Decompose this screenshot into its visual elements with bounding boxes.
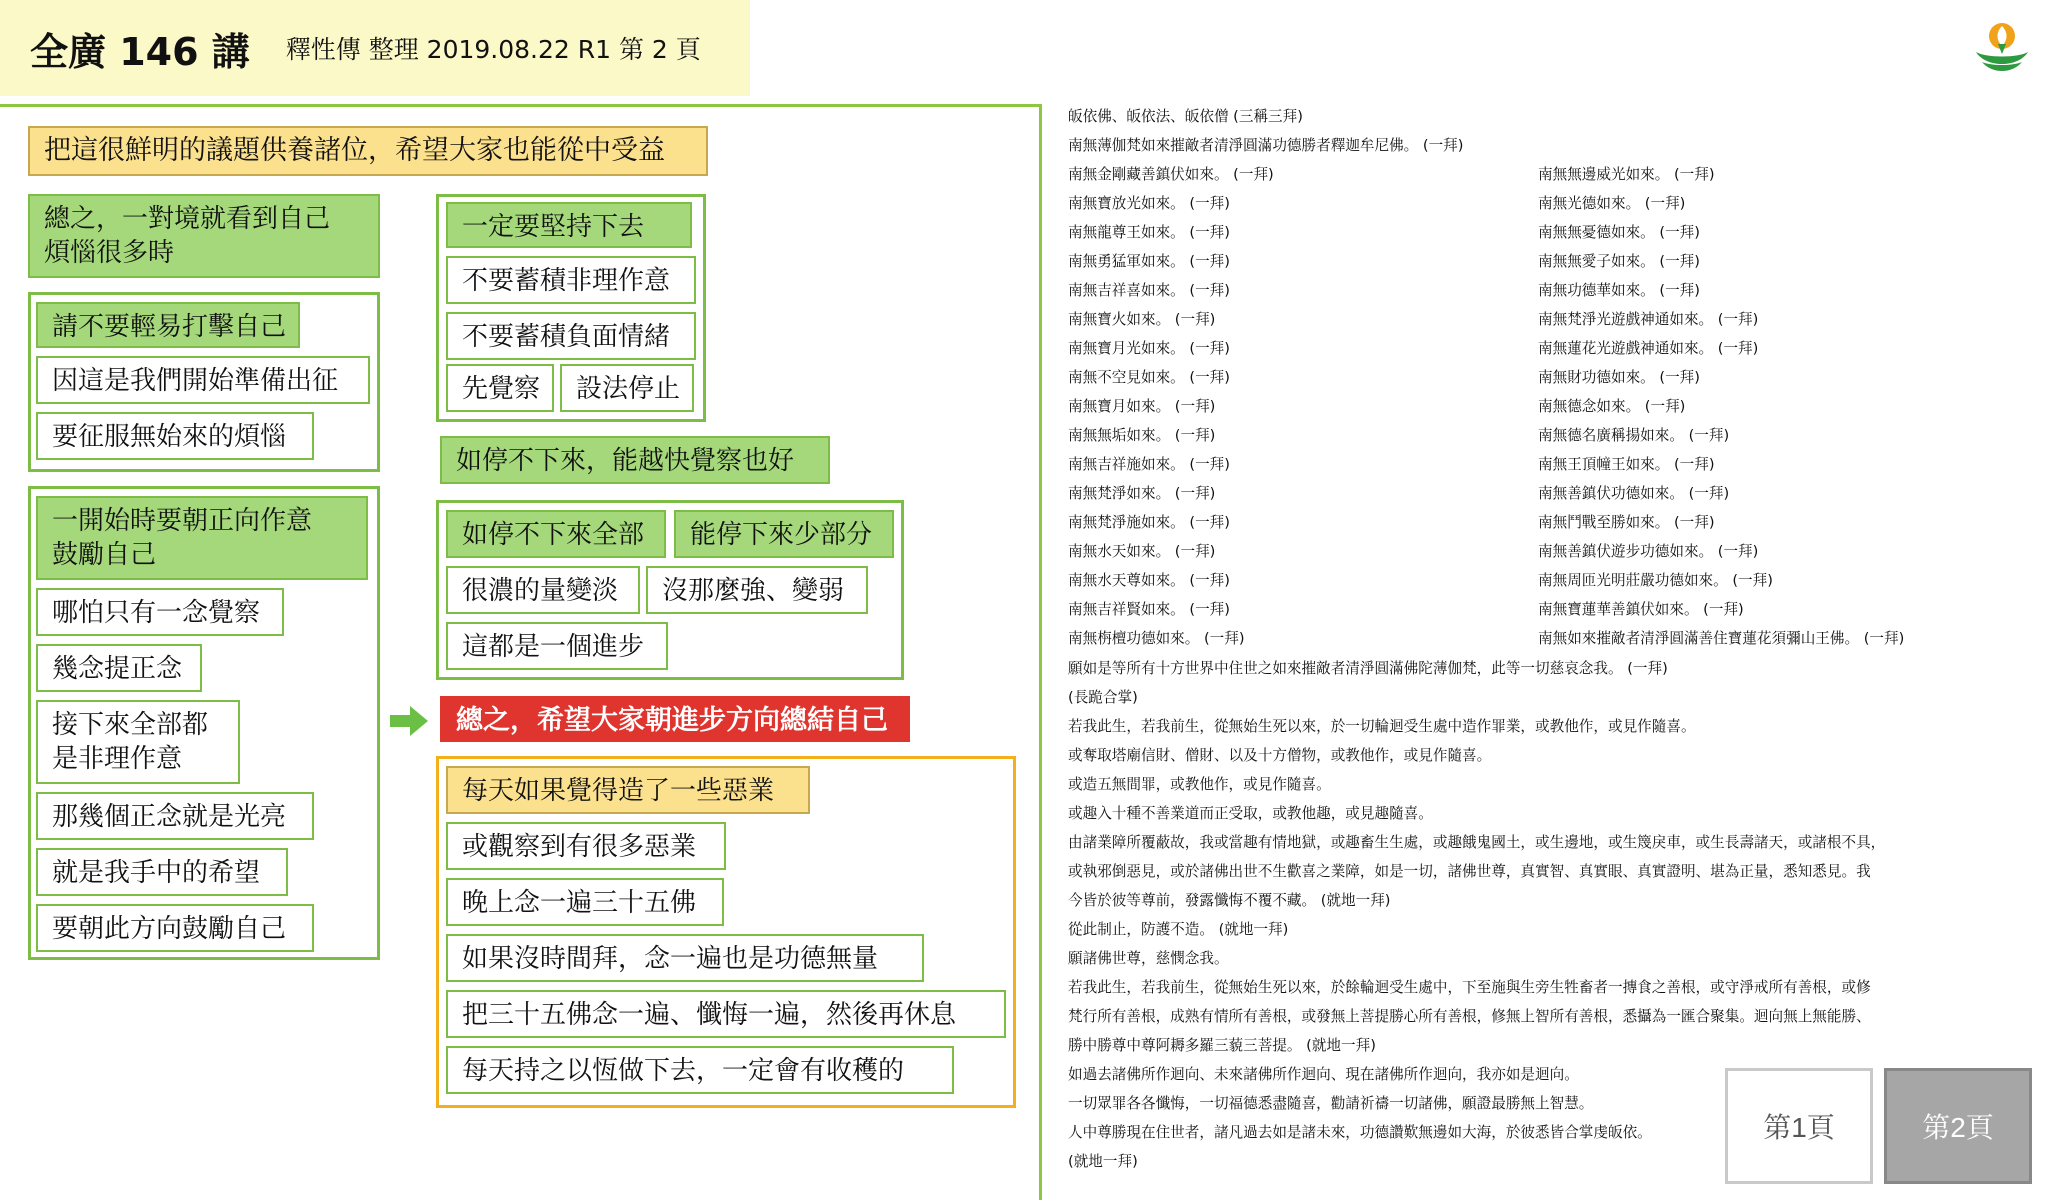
group2-pair-line-2: 是非理作意 xyxy=(52,744,183,774)
persist-item: 設法停止 xyxy=(560,364,694,412)
buddha-name: 南無寶月光如來。 (一拜) xyxy=(1068,340,1230,357)
stop-item: 這都是一個進步 xyxy=(446,622,668,670)
group2-item: 幾念提正念 xyxy=(36,644,202,692)
buddha-name: 南無無垢如來。 (一拜) xyxy=(1068,427,1216,444)
stop-item: 沒那麼強、變弱 xyxy=(646,566,868,614)
buddha-name: 南無如來摧敵者清淨圓滿善住寶蓮花須彌山王佛。 (一拜) xyxy=(1538,630,1905,647)
buddha-name: 南無寶火如來。 (一拜) xyxy=(1068,311,1216,328)
prayer-line: (長跪合掌) xyxy=(1068,689,1138,706)
daily-head: 每天如果覺得造了一些惡業 xyxy=(446,766,810,814)
page-title: 全廣 146 講 xyxy=(30,29,250,74)
prayer-line: 南無薄伽梵如來摧敵者清淨圓滿功德勝者釋迦牟尼佛。 (一拜) xyxy=(1068,137,1464,154)
prayer-line: 梵行所有善根，成熟有情所有善根，或發無上菩提勝心所有善根，修無上智所有善根，悉攝為一匯合聚集。迴向無上無能勝、 xyxy=(1068,1008,1871,1025)
buddha-name: 南無吉祥施如來。 (一拜) xyxy=(1068,456,1230,473)
group2-head-line-2: 鼓勵自己 xyxy=(52,540,157,570)
prayer-line: 人中尊勝現在住世者，諸凡過去如是諸未來，功德讚歎無邊如大海，於彼悉皆合掌虔皈依。 xyxy=(1068,1124,1652,1141)
prayer-line: 或造五無間罪，或教他作，或見作隨喜。 xyxy=(1068,776,1331,793)
stop-head: 能停下來少部分 xyxy=(674,510,894,558)
daily-item: 每天持之以恆做下去，一定會有收穫的 xyxy=(446,1046,954,1094)
buddha-name: 南無蓮花光遊戲神通如來。 (一拜) xyxy=(1538,340,1759,357)
prayer-line: (就地一拜) xyxy=(1068,1153,1138,1170)
buddha-name: 南無水天如來。 (一拜) xyxy=(1068,543,1216,560)
buddha-name: 南無勇猛軍如來。 (一拜) xyxy=(1068,253,1230,270)
stop-head: 如停不下來全部 xyxy=(446,510,666,558)
buddha-name: 南無水天尊如來。 (一拜) xyxy=(1068,572,1230,589)
prayer-line: 願諸佛世尊，慈憫念我。 xyxy=(1068,950,1229,967)
prayer-line: 皈依佛、皈依法、皈依僧 (三稱三拜) xyxy=(1068,108,1303,125)
prayer-line: 或執邪倒惡見，或於諸佛出世不生歡喜之業障，如是一切，諸佛世尊，真實智、真實眼、真實證明、堪為正量，悉知悉見。我 xyxy=(1068,863,1871,880)
buddha-name: 南無財功德如來。 (一拜) xyxy=(1538,369,1700,386)
group2-item: 要朝此方向鼓勵自己 xyxy=(36,904,314,952)
prayer-line: 今皆於彼等尊前，發露懺悔不覆不藏。 (就地一拜) xyxy=(1068,892,1391,909)
top-banner: 把這很鮮明的議題供養諸位，希望大家也能從中受益 xyxy=(28,126,708,176)
stop-fast-box: 如停不下來，能越快覺察也好 xyxy=(440,436,830,484)
buddha-name: 南無寶蓮華善鎮伏如來。 (一拜) xyxy=(1538,601,1744,618)
buddha-name: 南無功德華如來。 (一拜) xyxy=(1538,282,1700,299)
buddha-name: 南無無愛子如來。 (一拜) xyxy=(1538,253,1700,270)
buddha-name: 南無王頂幢王如來。 (一拜) xyxy=(1538,456,1715,473)
buddha-name: 南無周匝光明莊嚴功德如來。 (一拜) xyxy=(1538,572,1773,589)
group1-head: 請不要輕易打擊自己 xyxy=(36,302,300,348)
group2-head-line-1: 一開始時要朝正向作意 xyxy=(52,506,313,536)
group2-pair-line-1: 接下來全部都 xyxy=(52,710,209,740)
persist-item: 不要蓄積非理作意 xyxy=(446,256,696,304)
buddha-name: 南無善鎮伏遊步功德如來。 (一拜) xyxy=(1538,543,1759,560)
conclusion-banner: 總之，希望大家朝進步方向總結自己 xyxy=(440,696,910,742)
header-bar xyxy=(0,0,750,96)
persist-item: 先覺察 xyxy=(446,364,554,412)
group1-item: 因這是我們開始準備出征 xyxy=(36,356,370,404)
daily-item: 把三十五佛念一遍、懺悔一遍，然後再休息 xyxy=(446,990,1006,1038)
group2-pair xyxy=(36,700,240,784)
buddha-name: 南無栴檀功德如來。 (一拜) xyxy=(1068,630,1245,647)
daily-item: 或觀察到有很多惡業 xyxy=(446,822,726,870)
page-subtitle: 釋性傳 整理 2019.08.22 R1 第 2 頁 xyxy=(285,35,701,64)
group1-item: 要征服無始來的煩惱 xyxy=(36,412,314,460)
buddha-name: 南無不空見如來。 (一拜) xyxy=(1068,369,1230,386)
prayer-line: 若我此生，若我前生，從無始生死以來，於一切輪迴受生處中造作罪業，或教他作，或見作隨喜。 xyxy=(1068,718,1696,735)
buddha-name: 南無德念如來。 (一拜) xyxy=(1538,398,1686,415)
daily-item: 晚上念一遍三十五佛 xyxy=(446,878,724,926)
summary-box xyxy=(28,194,380,278)
buddha-name: 南無寶放光如來。 (一拜) xyxy=(1068,195,1230,212)
buddha-name: 南無鬥戰至勝如來。 (一拜) xyxy=(1538,514,1715,531)
buddha-name: 南無寶月如來。 (一拜) xyxy=(1068,398,1216,415)
prayer-line: 或趣入十種不善業道而正受取，或教他趣，或見趣隨喜。 xyxy=(1068,805,1433,822)
page-2-button[interactable]: 第2頁 xyxy=(1884,1068,2032,1184)
buddha-name: 南無梵淨施如來。 (一拜) xyxy=(1068,514,1230,531)
group2-item: 就是我手中的希望 xyxy=(36,848,288,896)
stop-item: 很濃的量變淡 xyxy=(446,566,640,614)
lotus-logo-icon xyxy=(1970,18,2034,80)
group2-item: 哪怕只有一念覺察 xyxy=(36,588,284,636)
prayer-line: 由諸業障所覆蔽故，我或當趣有情地獄，或趣畜生生處，或趣餓鬼國土，或生邊地，或生篾戾車，或生長壽諸天，或諸根不具， xyxy=(1068,834,1886,851)
buddha-name: 南無梵淨光遊戲神通如來。 (一拜) xyxy=(1538,311,1759,328)
prayer-line: 或奪取塔廟信財、僧財、以及十方僧物，或教他作，或見作隨喜。 xyxy=(1068,747,1492,764)
right-arrow-icon xyxy=(390,706,428,736)
buddha-name: 南無德名廣稱揚如來。 (一拜) xyxy=(1538,427,1730,444)
page-1-button[interactable]: 第1頁 xyxy=(1725,1068,1873,1184)
group2-head xyxy=(36,496,368,580)
prayer-line: 如過去諸佛所作迴向、未來諸佛所作迴向、現在諸佛所作迴向，我亦如是迴向。 xyxy=(1068,1066,1579,1083)
buddha-name: 南無龍尊王如來。 (一拜) xyxy=(1068,224,1230,241)
buddha-name: 南無金剛藏善鎮伏如來。 (一拜) xyxy=(1068,166,1274,183)
buddha-name: 南無吉祥賢如來。 (一拜) xyxy=(1068,601,1230,618)
buddha-name: 南無梵淨如來。 (一拜) xyxy=(1068,485,1216,502)
buddha-name: 南無光德如來。 (一拜) xyxy=(1538,195,1686,212)
prayer-text-panel xyxy=(1068,106,2008,1176)
prayer-line: 若我此生，若我前生，從無始生死以來，於餘輪迴受生處中，下至施與生旁生牲畜者一摶食之善根，或守淨戒所有善根，或修 xyxy=(1068,979,1871,996)
prayer-line: 從此制止，防護不造。 (就地一拜) xyxy=(1068,921,1289,938)
persist-item: 不要蓄積負面情緒 xyxy=(446,312,696,360)
prayer-line: 願如是等所有十方世界中住世之如來摧敵者清淨圓滿佛陀薄伽梵，此等一切慈哀念我。 (一拜) xyxy=(1068,660,1668,677)
summary-line-1: 總之，一對境就看到自己 xyxy=(44,204,331,234)
buddha-name: 南無無邊威光如來。 (一拜) xyxy=(1538,166,1715,183)
daily-item: 如果沒時間拜，念一遍也是功德無量 xyxy=(446,934,924,982)
prayer-line: 勝中勝尊中尊阿耨多羅三藐三菩提。 (就地一拜) xyxy=(1068,1037,1376,1054)
persist-head: 一定要堅持下去 xyxy=(446,202,692,248)
summary-line-2: 煩惱很多時 xyxy=(44,238,175,268)
buddha-name: 南無無憂德如來。 (一拜) xyxy=(1538,224,1700,241)
prayer-line: 一切眾罪各各懺悔，一切福德悉盡隨喜，勸請祈禱一切諸佛，願證最勝無上智慧。 xyxy=(1068,1095,1594,1112)
buddha-name: 南無吉祥喜如來。 (一拜) xyxy=(1068,282,1230,299)
buddha-name: 南無善鎮伏功德如來。 (一拜) xyxy=(1538,485,1730,502)
group2-item: 那幾個正念就是光亮 xyxy=(36,792,314,840)
